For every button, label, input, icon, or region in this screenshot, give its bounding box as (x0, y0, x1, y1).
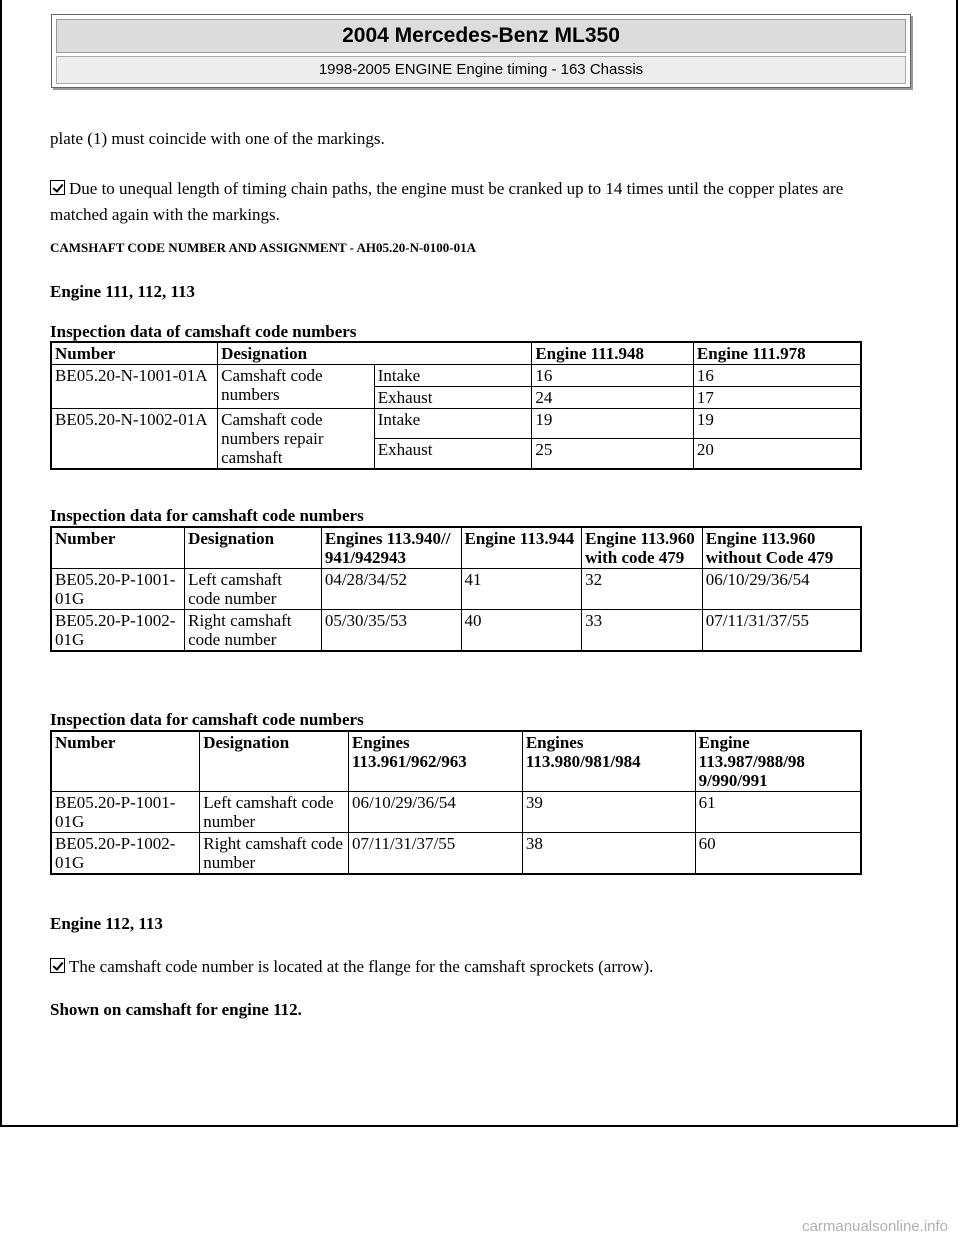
table3-cell: Left camshaft code number (200, 792, 349, 833)
table2-cell: 06/10/29/36/54 (702, 569, 861, 610)
table2-cell: BE05.20-P-1002-01G (51, 610, 185, 652)
table2-caption: Inspection data for camshaft code numbers (50, 506, 364, 525)
table2-header-engine-113-944: Engine 113.944 (461, 527, 582, 569)
table-camshaft-codes-113 (50, 526, 862, 652)
table1-header-engine-111-978: Engine 111.978 (693, 342, 861, 365)
table3-cell: BE05.20-P-1001-01G (51, 792, 200, 833)
table3-header-number: Number (51, 731, 200, 792)
table3-header-engines-113-980: Engines 113.980/981/984 (522, 731, 695, 792)
table1-caption: Inspection data of camshaft code numbers (50, 322, 357, 341)
note-check-icon (50, 958, 65, 973)
table3-caption: Inspection data for camshaft code numbers (50, 710, 364, 729)
table2-cell: 33 (582, 610, 703, 652)
table1-cell-value: 17 (693, 387, 861, 409)
table2-cell: Right camshaft code number (185, 610, 322, 652)
table-row (51, 409, 861, 439)
table2-cell: 05/30/35/53 (321, 610, 461, 652)
table1-header-engine-111-948: Engine 111.948 (532, 342, 694, 365)
table1-cell-value: 25 (532, 438, 694, 469)
note-paragraph-1 (50, 176, 880, 228)
watermark: carmanualsonline.info (802, 1218, 948, 1235)
table3-header-engine-113-987: Engine 113.987/988/98 9/990/991 (695, 731, 861, 792)
table-row (51, 792, 861, 833)
table1-cell-value: 16 (532, 365, 694, 387)
table3-cell: BE05.20-P-1002-01G (51, 833, 200, 875)
table2-cell: 40 (461, 610, 582, 652)
table2-cell: 41 (461, 569, 582, 610)
table-row (51, 610, 861, 652)
engine-heading-2: Engine 112, 113 (50, 914, 163, 933)
table1-cell-sublabel: Intake (374, 409, 532, 439)
table1-cell-value: 19 (532, 409, 694, 439)
table-row (51, 365, 861, 387)
shown-on-caption: Shown on camshaft for engine 112. (50, 1000, 302, 1019)
table3-cell: Right camshaft code number (200, 833, 349, 875)
note-check-icon (50, 180, 65, 195)
table1-cell-sublabel: Intake (374, 365, 532, 387)
document-header (51, 14, 911, 88)
table1-cell-designation: Camshaft code numbers repair camshaft (218, 409, 375, 470)
table2-cell: Left camshaft code number (185, 569, 322, 610)
table3-cell: 07/11/31/37/55 (348, 833, 522, 875)
table2-header-engines-113-940: Engines 113.940// 941/942943 (321, 527, 461, 569)
table2-header-engine-113-960-with: Engine 113.960 with code 479 (582, 527, 703, 569)
table3-header-row (51, 731, 861, 792)
table1-cell-value: 20 (693, 438, 861, 469)
section-heading: CAMSHAFT CODE NUMBER AND ASSIGNMENT - AH05.20-N-0100-01A (50, 240, 477, 255)
table2-header-designation: Designation (185, 527, 322, 569)
document-subtitle: 1998-2005 ENGINE Engine timing - 163 Chassis (56, 56, 906, 84)
table1-cell-value: 16 (693, 365, 861, 387)
table-camshaft-codes-113-b (50, 730, 862, 875)
table2-header-number: Number (51, 527, 185, 569)
table1-cell-value: 24 (532, 387, 694, 409)
table2-cell: BE05.20-P-1001-01G (51, 569, 185, 610)
table3-cell: 39 (522, 792, 695, 833)
table2-header-engine-113-960-without: Engine 113.960 without Code 479 (702, 527, 861, 569)
table1-cell-sublabel: Exhaust (374, 438, 532, 469)
table2-cell: 04/28/34/52 (321, 569, 461, 610)
document-title: 2004 Mercedes-Benz ML350 (56, 19, 906, 53)
table1-cell-value: 19 (693, 409, 861, 439)
note-text-1: Due to unequal length of timing chain paths, the engine must be cranked up to 14 times until the copper plates are matched again with the markings. (50, 179, 844, 224)
table-row (51, 833, 861, 875)
table-row (51, 569, 861, 610)
table1-cell-number: BE05.20-N-1002-01A (51, 409, 218, 470)
table3-header-designation: Designation (200, 731, 349, 792)
table2-header-row (51, 527, 861, 569)
table3-cell: 60 (695, 833, 861, 875)
table1-header-number: Number (51, 342, 218, 365)
table3-header-engines-113-961: Engines 113.961/962/963 (348, 731, 522, 792)
table1-cell-sublabel: Exhaust (374, 387, 532, 409)
engine-heading-1: Engine 111, 112, 113 (50, 282, 196, 301)
table3-cell: 61 (695, 792, 861, 833)
table3-cell: 06/10/29/36/54 (348, 792, 522, 833)
table-camshaft-codes-111 (50, 341, 862, 470)
note-text-2: The camshaft code number is located at the flange for the camshaft sprockets (arrow). (69, 957, 654, 976)
table3-cell: 38 (522, 833, 695, 875)
table1-cell-number: BE05.20-N-1001-01A (51, 365, 218, 409)
table1-cell-designation: Camshaft code numbers (218, 365, 375, 409)
table2-cell: 07/11/31/37/55 (702, 610, 861, 652)
table2-cell: 32 (582, 569, 703, 610)
table1-header-row (51, 342, 861, 365)
paragraph-plate: plate (1) must coincide with one of the markings. (50, 129, 385, 148)
table1-header-designation: Designation (218, 342, 532, 365)
note-paragraph-2 (50, 957, 653, 977)
